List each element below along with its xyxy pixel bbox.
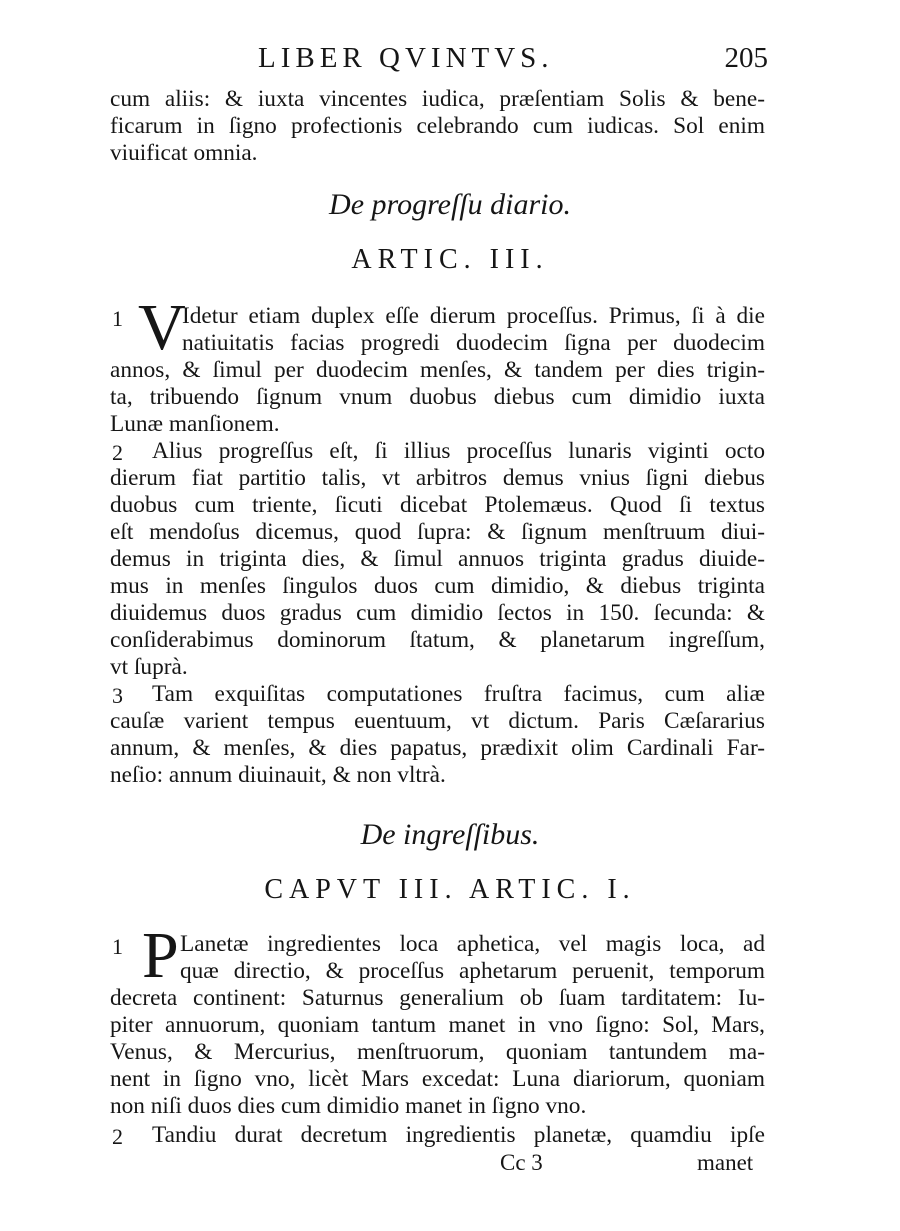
drop-cap: V [138,291,186,364]
text-line: Lunæ manſionem. [110,411,280,437]
text-line: Idetur etiam duplex eſſe dierum proceſſus. Primus, ſi à die [182,303,765,329]
text-line: natiuitatis facias progredi duodecim ſigna per duodecim [182,330,765,356]
text-line: Alius progreſſus eſt, ſi illius proceſſus lunaris viginti octo [152,438,765,464]
text-line: eſt mendoſus dicemus, quod ſupra: & ſignum menſtruum diui- [110,519,765,545]
text-line: non niſi duos dies cum dimidio manet in ſigno vno. [110,1093,587,1119]
text-line: duobus cum triente, ſicuti dicebat Ptolemæus. Quod ſi textus [110,492,765,518]
text-line: Tam exquiſitas computationes fruſtra facimus, cum aliæ [152,681,765,707]
text-line: viuificat omnia. [110,140,258,166]
text-line: Tandiu durat decretum ingredientis planetæ, quamdiu ipſe [152,1122,765,1148]
section-heading: De progreſſu diario. [329,188,571,221]
drop-cap: P [142,919,179,992]
text-line: mus in menſes ſingulos duos cum dimidio, & diebus triginta [110,573,765,599]
text-line: cum aliis: & iuxta vincentes iudica, præſentiam Solis & bene- [110,86,765,112]
text-line: conſiderabimus dominorum ſtatum, & planetarum ingreſſum, [110,627,765,653]
text-line: ficarum in ſigno profectionis celebrando cum iudicas. Sol enim [110,113,765,139]
section-heading: De ingreſſibus. [360,818,540,851]
paragraph-number: 1 [112,934,123,959]
catchword: manet [697,1150,754,1175]
text-line: demus in triginta dies, & ſimul annuos triginta gradus diuide- [110,546,765,572]
paragraph-number: 2 [112,440,123,465]
text-line: vt ſuprà. [110,654,188,680]
text-line: diuidemus duos gradus cum dimidio ſectos in 150. ſecunda: & [110,600,765,626]
text-line: neſio: annum diuinauit, & non vltrà. [110,762,446,788]
page-number: 205 [724,42,768,74]
text-line: annos, & ſimul per duodecim menſes, & tandem per dies trigin- [110,357,765,383]
text-line: cauſæ varient tempus euentuum, vt dictum. Paris Cæſararius [110,708,765,734]
chapter-article-heading: CAPVT III. ARTIC. I. [264,874,636,905]
text-line: ta, tribuendo ſignum vnum duobus diebus cum dimidio iuxta [110,384,765,410]
signature-mark: Cc 3 [500,1150,543,1175]
running-head [258,42,768,82]
text-line: quæ directio, & proceſſus aphetarum peruenit, temporum [180,958,765,984]
running-head-title: LIBER QVINTVS. [258,42,554,74]
text-line: dierum fiat partitio talis, vt arbitros demus vnius ſigni diebus [110,465,765,491]
text-line: Lanetæ ingredientes loca aphetica, vel magis loca, ad [180,931,765,957]
text-line: Venus, & Mercurius, menſtruorum, quoniam tantundem ma- [110,1039,765,1065]
text-line: nent in ſigno vno, licèt Mars excedat: Luna diariorum, quoniam [110,1066,765,1092]
paragraph-number: 3 [112,683,123,708]
paragraph-number: 1 [112,306,123,331]
paragraph-number: 2 [112,1124,123,1149]
text-line: annum, & menſes, & dies papatus, prædixit olim Cardinali Far- [110,735,765,761]
text-line: piter annuorum, quoniam tantum manet in vno ſigno: Sol, Mars, [110,1012,765,1038]
text-line: decreta continent: Saturnus generalium ob ſuam tarditatem: Iu- [110,985,765,1011]
article-heading: ARTIC. III. [351,244,549,275]
